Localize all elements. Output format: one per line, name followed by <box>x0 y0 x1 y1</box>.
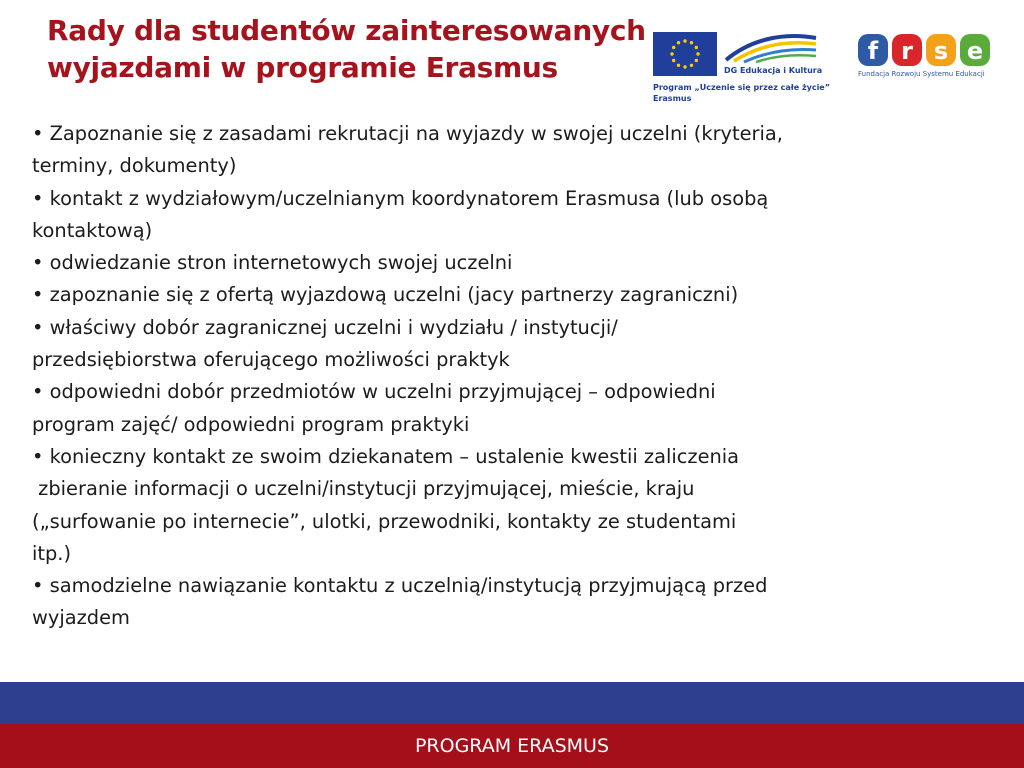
advice-line: • odpowiedni dobór przedmiotów w uczelni przyjmującej – odpowiedni <box>32 380 716 404</box>
advice-line: • odwiedzanie stron internetowych swojej uczelni <box>32 251 513 275</box>
svg-text:r: r <box>901 37 913 65</box>
eu-flag-icon <box>653 32 717 76</box>
advice-line: itp.) <box>32 541 72 565</box>
svg-text:e: e <box>966 37 984 65</box>
slide-title-line-1: Rady dla studentów zainteresowanych <box>47 14 646 47</box>
advice-line: („surfowanie po internecie”, ulotki, przewodniki, kontakty ze studentami <box>32 509 737 533</box>
advice-line: • samodzielne nawiązanie kontaktu z uczelnią/instytucją przyjmującą przed <box>32 574 768 598</box>
advice-line: program zajęć/ odpowiedni program praktyki <box>32 412 470 436</box>
svg-text:f: f <box>867 37 879 65</box>
advice-line: wyjazdem <box>32 606 130 630</box>
advice-line: terminy, dokumenty) <box>32 154 237 178</box>
advice-line: • konieczny kontakt ze swoim dziekanatem – ustalenie kwestii zaliczenia <box>32 444 740 468</box>
slide-title-line-2: wyjazdami w programie Erasmus <box>47 51 558 84</box>
dg-edukacja-caption: DG Edukacja i Kultura <box>724 66 823 75</box>
frse-logo-icon <box>856 30 996 74</box>
advice-list <box>32 118 992 635</box>
advice-line: zbieranie informacji o uczelni/instytucji przyjmującej, mieście, kraju <box>32 477 695 501</box>
advice-line: • Zapoznanie się z zasadami rekrutacji na wyjazdy w swojej uczelni (kryteria, <box>32 122 783 145</box>
advice-line: • zapoznanie się z ofertą wyjazdową uczelni (jacy partnerzy zagraniczni) <box>32 283 739 307</box>
slide-title <box>47 12 667 86</box>
svg-text:s: s <box>933 37 949 65</box>
advice-line: • właściwy dobór zagranicznej uczelni i wydziału / instytucji/ <box>32 315 618 339</box>
program-caption-line-1: Program „Uczenie się przez całe życie” <box>653 83 830 92</box>
footer-blue-band <box>0 682 1024 724</box>
program-caption <box>653 82 830 104</box>
advice-line: przedsiębiorstwa oferującego możliwości praktyk <box>32 348 510 372</box>
program-caption-line-2: Erasmus <box>653 94 692 103</box>
advice-line: kontaktową) <box>32 218 153 242</box>
advice-line: • kontakt z wydziałowym/uczelnianym koordynatorem Erasmusa (lub osobą <box>32 186 769 210</box>
frse-caption: Fundacja Rozwoju Systemu Edukacji <box>858 70 985 78</box>
footer-label: PROGRAM ERASMUS <box>414 735 610 757</box>
